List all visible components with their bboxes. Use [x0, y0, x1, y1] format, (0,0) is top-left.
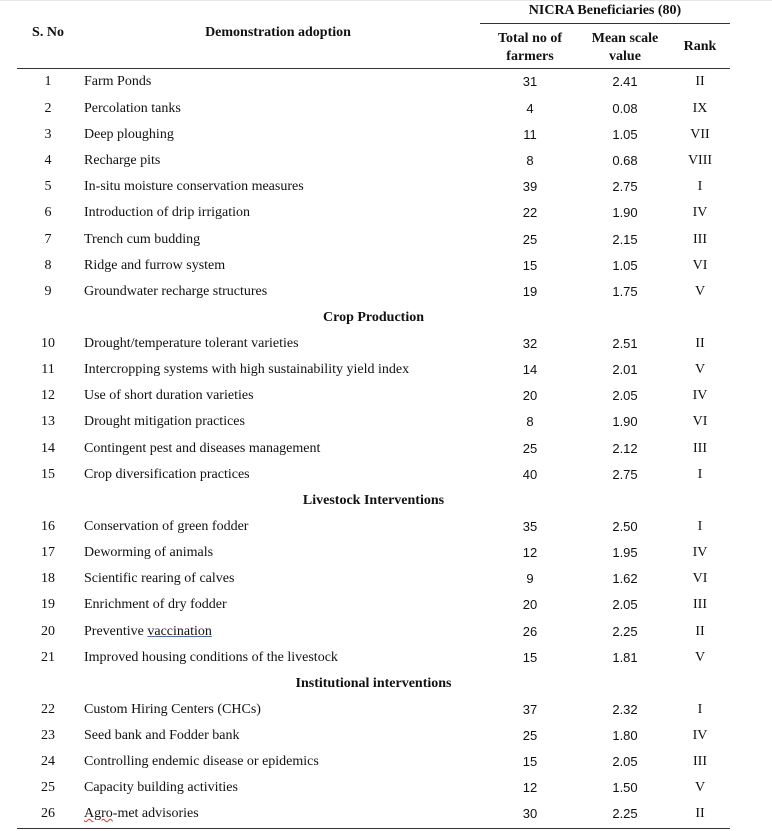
cell-total: 19	[522, 284, 538, 299]
cell-mean: 2.12	[612, 441, 638, 456]
cell-total: 37	[522, 702, 538, 717]
table-row	[17, 383, 730, 409]
cell-rank: II	[695, 74, 705, 89]
column-header-total-line1: Total no of	[497, 31, 563, 46]
cell-rank: III	[693, 441, 707, 456]
cell-rank: II	[695, 624, 705, 639]
cell-mean: 2.75	[612, 467, 638, 482]
section-heading-livestock: Livestock Interventions	[302, 493, 445, 508]
cell-rank: VIII	[687, 153, 713, 168]
group-header-rule	[480, 23, 730, 24]
cell-sno: 5	[44, 179, 52, 194]
cell-sno: 15	[41, 467, 55, 482]
table-row	[17, 69, 730, 95]
table-row	[17, 697, 730, 723]
cell-total: 8	[526, 414, 534, 429]
cell-rank: IV	[692, 545, 708, 560]
cell-mean: 2.25	[612, 806, 638, 821]
cell-total: 22	[522, 205, 538, 220]
cell-adoption: Drought mitigation practices	[84, 414, 245, 429]
table-row	[17, 227, 730, 253]
cell-rank: III	[693, 597, 707, 612]
table-row	[17, 592, 730, 618]
cell-mean: 2.01	[612, 362, 638, 377]
cell-sno: 4	[44, 153, 52, 168]
table-row	[17, 200, 730, 226]
table-row	[17, 122, 730, 148]
table-row	[17, 357, 730, 383]
cell-mean: 2.75	[612, 179, 638, 194]
cell-mean: 2.50	[612, 519, 638, 534]
cell-mean: 2.32	[612, 702, 638, 717]
table-row	[17, 749, 730, 775]
cell-sno: 6	[44, 205, 52, 220]
cell-total: 25	[522, 232, 538, 247]
cell-mean: 0.08	[612, 101, 638, 116]
cell-sno: 1	[44, 74, 52, 89]
cell-mean: 1.80	[612, 728, 638, 743]
cell-mean: 2.41	[612, 74, 638, 89]
table-row	[17, 462, 730, 488]
cell-sno: 22	[41, 702, 55, 717]
table-row	[17, 619, 730, 645]
cell-mean: 1.05	[612, 258, 638, 273]
table-row	[17, 775, 730, 801]
cell-sno: 26	[41, 806, 55, 821]
cell-total: 15	[522, 258, 538, 273]
cell-total: 20	[522, 388, 538, 403]
cell-adoption-part: -met advisories	[112, 806, 199, 821]
cell-sno: 25	[41, 780, 55, 795]
cell-sno: 18	[41, 571, 55, 586]
cell-total: 15	[522, 754, 538, 769]
table-row	[17, 566, 730, 592]
grammar-flag-underline: vaccination	[147, 624, 212, 639]
column-header-adoption: Demonstration adoption	[205, 25, 351, 40]
cell-adoption	[84, 801, 474, 827]
cell-rank: V	[694, 284, 706, 299]
cell-rank: I	[697, 519, 703, 534]
cell-adoption: Conservation of green fodder	[84, 519, 249, 534]
table-row	[17, 253, 730, 279]
cell-sno: 7	[44, 232, 52, 247]
cell-sno: 24	[41, 754, 55, 769]
section-heading-crop-production: Crop Production	[323, 310, 424, 325]
table-row	[17, 279, 730, 305]
cell-mean: 2.05	[612, 388, 638, 403]
cell-sno: 11	[41, 362, 55, 377]
cell-adoption: Seed bank and Fodder bank	[84, 728, 240, 743]
cell-mean: 2.25	[612, 624, 638, 639]
cell-rank: IV	[692, 728, 708, 743]
cell-sno: 9	[44, 284, 52, 299]
cell-rank: V	[694, 780, 706, 795]
column-header-mean-scale	[580, 30, 670, 66]
group-header-title: NICRA Beneficiaries (80)	[528, 3, 682, 18]
cell-adoption: Improved housing conditions of the livestock	[84, 650, 338, 665]
cell-rank: IV	[692, 388, 708, 403]
table-row	[17, 331, 730, 357]
cell-adoption: Drought/temperature tolerant varieties	[84, 336, 299, 351]
cell-adoption: Capacity building activities	[84, 780, 238, 795]
column-header-mean-line1: Mean scale	[591, 31, 659, 46]
cell-adoption: Use of short duration varieties	[84, 388, 254, 403]
cell-total: 8	[526, 153, 534, 168]
cell-sno: 10	[41, 336, 55, 351]
cell-total: 25	[522, 728, 538, 743]
cell-rank: VI	[692, 414, 708, 429]
cell-total: 25	[522, 441, 538, 456]
cell-rank: IX	[692, 101, 708, 116]
cell-adoption	[84, 619, 474, 645]
cell-sno: 2	[44, 101, 52, 116]
table-row	[17, 645, 730, 671]
section-heading-institutional: Institutional interventions	[295, 676, 452, 691]
table-row	[17, 540, 730, 566]
cell-rank: VI	[692, 258, 708, 273]
table-row	[17, 436, 730, 462]
cell-adoption: In-situ moisture conservation measures	[84, 179, 304, 194]
cell-mean: 2.51	[612, 336, 638, 351]
table-bottom-rule	[17, 828, 730, 829]
cell-mean: 1.95	[612, 545, 638, 560]
table-row	[17, 409, 730, 435]
cell-sno: 23	[41, 728, 55, 743]
cell-total: 32	[522, 336, 538, 351]
cell-mean: 2.05	[612, 597, 638, 612]
cell-mean: 1.75	[612, 284, 638, 299]
cell-total: 15	[522, 650, 538, 665]
cell-rank: III	[693, 232, 707, 247]
beneficiaries-table	[17, 0, 730, 831]
cell-mean: 1.62	[612, 571, 638, 586]
column-header-total-farmers	[480, 30, 580, 66]
cell-mean: 1.90	[612, 205, 638, 220]
table-row	[17, 801, 730, 827]
cell-adoption: Deep ploughing	[84, 127, 174, 142]
cell-adoption: Recharge pits	[84, 153, 161, 168]
cell-mean: 1.81	[612, 650, 638, 665]
cell-total: 40	[522, 467, 538, 482]
cell-adoption: Introduction of drip irrigation	[84, 205, 251, 220]
cell-total: 11	[523, 127, 537, 142]
cell-total: 31	[522, 74, 538, 89]
column-header-total-line2: farmers	[506, 49, 554, 64]
cell-rank: VII	[690, 127, 710, 142]
table-row	[17, 174, 730, 200]
cell-adoption: Contingent pest and diseases management	[84, 441, 321, 456]
cell-sno: 17	[41, 545, 55, 560]
cell-adoption-part: Preventive	[84, 624, 148, 639]
cell-total: 35	[522, 519, 538, 534]
cell-mean: 0.68	[612, 153, 638, 168]
cell-rank: V	[694, 650, 706, 665]
cell-rank: I	[697, 702, 703, 717]
cell-sno: 12	[41, 388, 55, 403]
cell-mean: 1.05	[612, 127, 638, 142]
cell-adoption: Scientific rearing of calves	[84, 571, 235, 586]
cell-sno: 19	[41, 597, 55, 612]
cell-mean: 2.15	[612, 232, 638, 247]
cell-rank: I	[697, 179, 703, 194]
cell-adoption: Intercropping systems with high sustainability yield index	[84, 362, 410, 377]
cell-total: 30	[522, 806, 538, 821]
cell-adoption: Deworming of animals	[84, 545, 214, 560]
table-row	[17, 96, 730, 122]
column-header-rank: Rank	[683, 39, 717, 54]
cell-mean: 2.05	[612, 754, 638, 769]
cell-sno: 16	[41, 519, 55, 534]
cell-sno: 14	[41, 441, 55, 456]
cell-total: 4	[526, 101, 534, 116]
cell-rank: I	[697, 467, 703, 482]
cell-adoption: Percolation tanks	[84, 101, 181, 116]
cell-total: 9	[526, 571, 534, 586]
table-row	[17, 514, 730, 540]
cell-rank: IV	[692, 205, 708, 220]
cell-sno: 13	[41, 414, 55, 429]
cell-rank: V	[694, 362, 706, 377]
cell-rank: II	[695, 806, 705, 821]
cell-adoption: Crop diversification practices	[84, 467, 250, 482]
cell-total: 12	[522, 545, 538, 560]
cell-sno: 3	[44, 127, 52, 142]
cell-sno: 8	[44, 258, 52, 273]
cell-rank: II	[695, 336, 705, 351]
spellcheck-flag-underline: Agro	[84, 806, 113, 821]
cell-rank: VI	[692, 571, 708, 586]
table-row	[17, 148, 730, 174]
cell-sno: 20	[41, 624, 55, 639]
cell-total: 14	[522, 362, 538, 377]
column-header-mean-line2: value	[609, 49, 641, 64]
cell-rank: III	[693, 754, 707, 769]
cell-sno: 21	[41, 650, 55, 665]
cell-total: 12	[522, 780, 538, 795]
cell-adoption: Trench cum budding	[84, 232, 201, 247]
cell-mean: 1.90	[612, 414, 638, 429]
cell-adoption: Farm Ponds	[84, 74, 152, 89]
cell-mean: 1.50	[612, 780, 638, 795]
cell-total: 26	[522, 624, 538, 639]
table-row	[17, 723, 730, 749]
cell-adoption: Enrichment of dry fodder	[84, 597, 227, 612]
column-header-sno: S. No	[32, 25, 64, 40]
cell-adoption: Controlling endemic disease or epidemics	[84, 754, 319, 769]
cell-adoption: Groundwater recharge structures	[84, 284, 268, 299]
cell-total: 20	[522, 597, 538, 612]
cell-adoption: Ridge and furrow system	[84, 258, 226, 273]
cell-total: 39	[522, 179, 538, 194]
cell-adoption: Custom Hiring Centers (CHCs)	[84, 702, 261, 717]
